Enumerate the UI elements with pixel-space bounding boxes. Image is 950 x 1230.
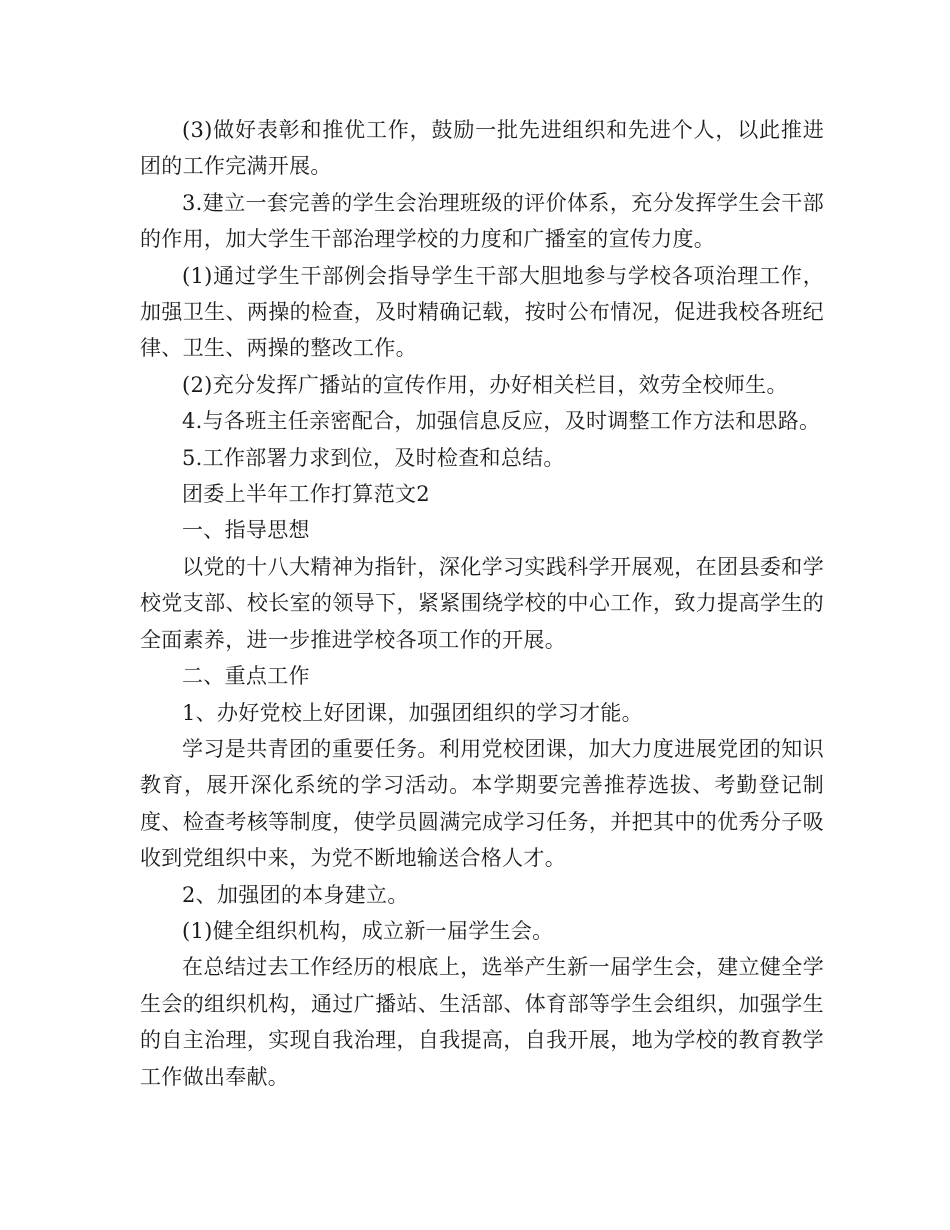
subheading-self-building: 2、加强团的本身建立。	[182, 882, 409, 907]
heading-key-work: 二、重点工作	[182, 664, 310, 689]
subheading-organization: (1)健全组织机构，成立新一届学生会。	[182, 918, 554, 943]
paragraph-commendation: (3)做好表彰和推优工作，鼓励一批先进组织和先进个人，以此推进团的工作完满开展。	[140, 118, 824, 179]
document-body	[140, 112, 824, 1095]
paragraph-cadre-meetings: (1)通过学生干部例会指导学生干部大胆地参与学校各项治理工作，加强卫生、两操的检查，及时精确记载，按时公布情况，促进我校各班纪律、卫生、两操的整改工作。	[140, 263, 824, 361]
section-title: 团委上半年工作打算范文2	[182, 482, 430, 507]
heading-guiding-thought: 一、指导思想	[182, 518, 310, 543]
paragraph-broadcast-station: (2)充分发挥广播站的宣传作用，办好相关栏目，效劳全校师生。	[182, 372, 788, 397]
subheading-party-school: 1、办好党校上好团课，加强团组织的学习才能。	[182, 700, 643, 725]
paragraph-evaluation-system: 3.建立一套完善的学生会治理班级的评价体系，充分发挥学生会干部的作用，加大学生干部治理学校的力度和广播室的宣传力度。	[140, 190, 824, 252]
paragraph-student-union: 在总结过去工作经历的根底上，选举产生新一届学生会，建立健全学生会的组织机构，通过广播站、生活部、体育部等学生会组织，加强学生的自主治理，实现自我治理，自我提高，自我开展，地为学校的教育教学工作做出奉献。	[140, 955, 824, 1089]
paragraph-head-teachers: 4.与各班主任亲密配合，加强信息反应，及时调整工作方法和思路。	[182, 409, 821, 434]
paragraph-guiding-thought: 以党的十八大精神为指针，深化学习实践科学开展观，在团县委和学校党支部、校长室的领导下，紧紧围绕学校的中心工作，致力提高学生的全面素养，进一步推进学校各项工作的开展。	[140, 554, 824, 652]
paragraph-study-task: 学习是共青团的重要任务。利用党校团课，加大力度进展党团的知识教育，展开深化系统的学习活动。本学期要完善推荐选拔、考勤登记制度、检查考核等制度，使学员圆满完成学习任务，并把其中的优秀分子吸收到党组织中来，为党不断地输送合格人才。	[140, 736, 824, 871]
paragraph-work-deployment: 5.工作部署力求到位，及时检查和总结。	[182, 445, 565, 470]
